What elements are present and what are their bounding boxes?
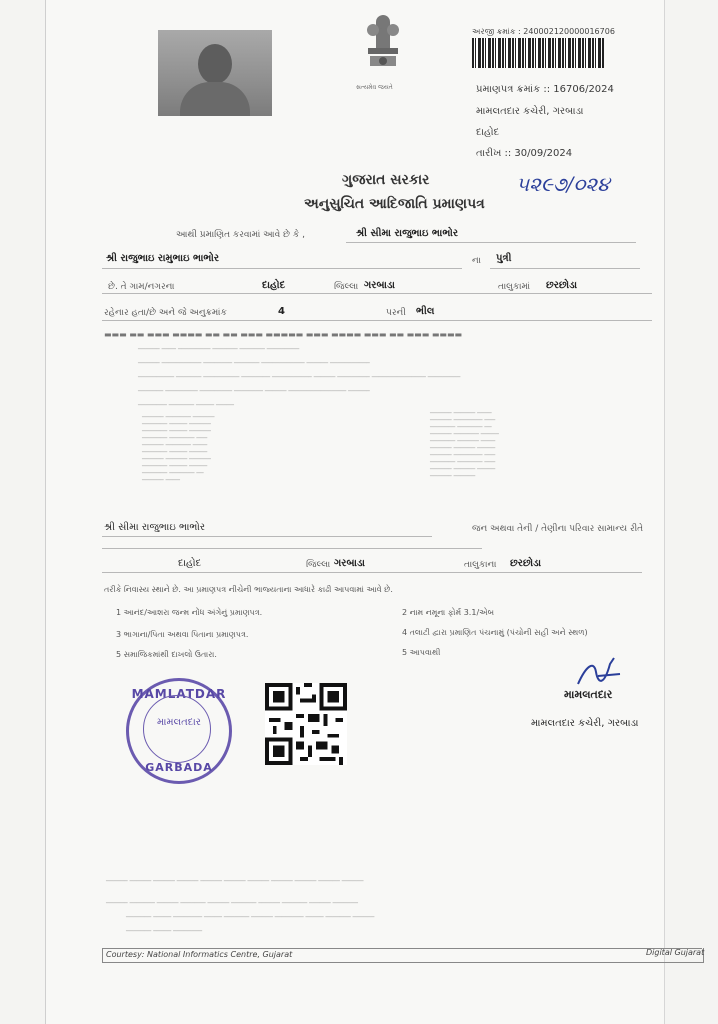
signatory-office: મામલતદાર કચેરી, ગરબાડા [531, 718, 639, 729]
tribe-value: ભીલ [416, 306, 435, 317]
doc-item-2: 2 નામ નમૂના ફોર્મ 3.1/એબ [402, 608, 494, 617]
father-name: શ્રી રાજુભાઇ રામુભાઇ ભાભોર [106, 253, 220, 264]
doc-item-6: 5 આપવાથી [402, 648, 441, 657]
legal-text-line: ────── ─────────── ──────── ─────── ──────────── ────── ─────────── [138, 360, 370, 367]
bottom-note-line: ────── ─────── ────── ─────── ────── ─────── ────── ─────── ────── ─────── [106, 900, 358, 907]
barcode [472, 38, 604, 68]
bottom-note-line: ────── ────── ────── ────── ────── ────── ────── ────── ────── ────── ────── [106, 878, 364, 885]
village-value: દાહોદ [262, 280, 286, 291]
relation-label: ના [472, 256, 481, 266]
stamp-middle-text: મામલતદાર [157, 717, 201, 728]
certificate-title: અનુસુચિત આદિજાતિ પ્રમાણપત્ર [304, 196, 485, 212]
taluka-label: તાલુકામાં [498, 282, 531, 292]
handwritten-number: ૫૨૯૭/૦૨૪ [516, 172, 610, 196]
lower-village: દાહોદ [178, 558, 202, 569]
village-label: છે. તે ગામ/નગરના [108, 282, 175, 292]
caste-note: જન અથવા તેની / તેણીના પરિવાર સામાન્ય રીતે [472, 524, 644, 534]
doc-item-1: 1 આનંદ/આશરા જન્મ નોંધ અંગેનું પ્રમાણપત્ર. [116, 608, 263, 617]
bottom-note-line: ─────── ───── ──────── [126, 928, 203, 935]
emblem-caption: સત્યમેવ જયતે [356, 84, 393, 91]
legal-list-left: ────── ─────── ────── ─────── ───── ────── ─────── ───── ────── ─────── ─────── ─── ────── ─────── ──── ─────── ───── ───── ────── ────── ────── ─────── ───── ───── ─────── ─────── ── ────── ──── [142, 414, 215, 484]
lower-taluka-label: તાલુકાના [464, 560, 497, 570]
docs-intro: તરીકે નિવાસ્ય સ્થાને છે. આ પ્રમાણપત્ર નીચેની ભાજ્યતાના આધારે કાઢી આપવામાં આવે છે. [104, 585, 393, 594]
entry-label: રહેનાર હતા/છે અને જે અનુક્રમાંક [104, 308, 227, 318]
photo-body [180, 82, 250, 116]
relation-value: પુત્રી [496, 253, 512, 264]
stamp-inner-ring [143, 695, 211, 763]
entry-number: 4 [278, 306, 285, 317]
lower-taluka: છરછોડા [510, 558, 542, 569]
certificate-number: પ્રમાણપત્ર ક્રમાંક :: 16706/2024 [476, 84, 614, 95]
bottom-note-line: ─────── ───── ──────── ───── ─────── ────── ──────── ───── ─────── ────── [126, 914, 375, 921]
issue-date: તારીખ :: 30/09/2024 [476, 148, 573, 159]
photo-head [198, 44, 232, 84]
stamp-bottom-text: GARBADA [145, 761, 213, 774]
signatory-title: મામલતદાર [564, 688, 613, 701]
lower-district-label: જિલ્લા [306, 560, 331, 570]
footer-brand: Digital Gujarat [646, 948, 705, 957]
official-stamp [126, 678, 232, 784]
applicant-name: શ્રી સીમા રાજુભાઇ ભાભોર [356, 228, 459, 239]
lower-district: ગરબાડા [334, 558, 365, 569]
barcode-number: અરજી ક્રમાંક : 240002120000016706 [472, 27, 615, 36]
applicant-photo [158, 30, 272, 116]
district-label: જિલ્લા [334, 282, 359, 292]
footer-courtesy: Courtesy: National Informatics Centre, Gujarat [106, 950, 293, 959]
doc-item-4: 4 તલાટી દ્વારા પ્રમાણિત પંચનામું (પંચોની સહી અને સ્થળ) [402, 628, 588, 637]
district-value: ગરબાડા [364, 280, 395, 291]
legal-text-block: ▬▬▬ ▬▬ ▬▬▬ ▬▬▬▬ ▬▬ ▬▬ ▬▬▬ ▬▬▬▬▬ ▬▬▬ ▬▬▬▬ ▬▬▬ ▬▬ ▬▬▬ ▬▬▬▬ [104, 330, 463, 339]
certificate-sheet [46, 0, 705, 1024]
taluka-value: છરછોડા [546, 280, 578, 291]
legal-text-line: ──────── ─────── ───── ───── [138, 402, 235, 409]
national-emblem-icon [358, 14, 408, 84]
legal-list-right: ────── ────── ──── ────── ──────── ─── ─────── ─────── ── ────── ─────── ───── ─────── ────── ──── ────── ────── ───── ────── ──────── ─── ─────── ─────── ─── ────── ────── ───── ────── ────── [430, 410, 499, 480]
district-name: દાહોદ [476, 127, 500, 138]
tribe-label: પરની [386, 308, 406, 318]
certify-text: આથી પ્રમાણિત કરવામાં આવે છે કે , [176, 230, 305, 240]
doc-item-5: 5 સમાજિકમાંથી દાખલો ઉતારા. [116, 650, 217, 659]
legal-text-line: ────── ──── ───────── ─────── ─────── ───────── [138, 346, 300, 353]
legal-text-line: ────────── ─────── ────────── ──────── ─────────── ────── ───────── ─────────────── ───────── [138, 374, 461, 381]
issuing-office: મામલતદાર કચેરી, ગરબાડા [476, 106, 584, 117]
signature-scribble [574, 656, 624, 690]
stamp-top-text: MAMLATDAR [131, 687, 227, 701]
qr-code [265, 683, 347, 765]
lower-name: શ્રી સીમા રાજુભાઇ ભાભોર [104, 522, 206, 533]
doc-item-3: 3 ભાગાના/પિતા અથવા પિતાના પ્રમાણપત્ર. [116, 630, 249, 639]
government-title: ગુજરાત સરકાર [342, 172, 430, 188]
legal-text-line: ─────── ───────── ───────── ──────── ────── ──────────────── ────── [138, 388, 370, 395]
